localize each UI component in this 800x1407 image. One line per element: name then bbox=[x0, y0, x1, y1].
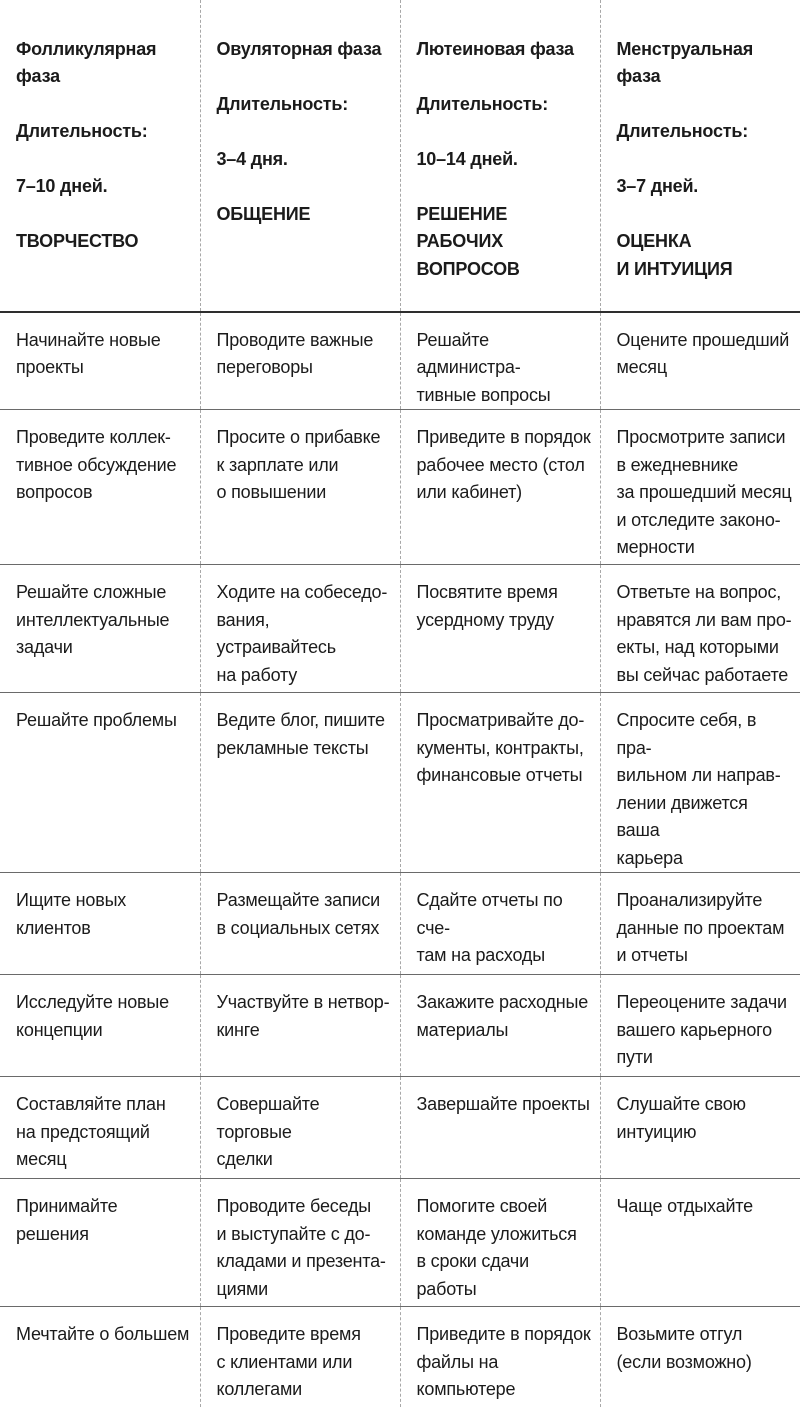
table-row bbox=[0, 1307, 800, 1407]
table-row bbox=[0, 565, 800, 693]
table-cell: Проводите беседы и выступайте с до- кладами и презента- циями bbox=[200, 1179, 400, 1307]
phase-name: Овуляторная фаза bbox=[216, 38, 382, 59]
table-cell: Помогите своей команде уложиться в сроки сдачи работы bbox=[400, 1179, 600, 1307]
table-cell: Приведите в порядок рабочее место (стол или кабинет) bbox=[400, 410, 600, 565]
duration-label: Длительность: bbox=[216, 93, 349, 114]
table-cell: Просите о прибавке к зарплате или о повышении bbox=[200, 410, 400, 565]
phase-name: Лютеиновая фаза bbox=[416, 38, 574, 59]
table-cell: Проанализируйте данные по проектам и отчеты bbox=[600, 873, 800, 975]
table-cell: Переоцените задачи вашего карьерного пути bbox=[600, 975, 800, 1077]
table-cell: Ищите новых клиентов bbox=[0, 873, 200, 975]
table-cell: Ответьте на вопрос, нравятся ли вам про- екты, над которыми вы сейчас работаете bbox=[600, 565, 800, 693]
header-menstrual bbox=[600, 0, 800, 312]
header-luteal bbox=[400, 0, 600, 312]
table-cell: Участвуйте в нетвор- кинге bbox=[200, 975, 400, 1077]
table-cell: Слушайте свою интуицию bbox=[600, 1077, 800, 1179]
phase-theme: ОБЩЕНИЕ bbox=[216, 203, 311, 224]
table-cell: Приведите в порядок файлы на компьютере bbox=[400, 1307, 600, 1407]
table-cell: Просмотрите записи в ежедневнике за прошедший месяц и отследите законо- мерности bbox=[600, 410, 800, 565]
table-cell: Спросите себя, в пра- вильном ли направ- лении движется ваша карьера bbox=[600, 693, 800, 873]
table-row bbox=[0, 693, 800, 873]
table-cell: Ведите блог, пишите рекламные тексты bbox=[200, 693, 400, 873]
table-cell: Проведите коллек- тивное обсуждение вопросов bbox=[0, 410, 200, 565]
table-cell: Составляйте план на предстоящий месяц bbox=[0, 1077, 200, 1179]
table-cell: Исследуйте новые концепции bbox=[0, 975, 200, 1077]
table-cell: Завершайте проекты bbox=[400, 1077, 600, 1179]
table-cell: Мечтайте о большем bbox=[16, 1324, 190, 1344]
duration-label: Длительность: bbox=[416, 93, 549, 114]
phase-name: Менструальная фаза bbox=[616, 38, 754, 86]
table-cell: Совершайте торговые сделки bbox=[200, 1077, 400, 1179]
table-cell: Просматривайте до- кументы, контракты, финансовые отчеты bbox=[400, 693, 600, 873]
table-cell: Решайте администра- тивные вопросы bbox=[400, 312, 600, 410]
duration-value: 3–7 дней. bbox=[616, 176, 699, 196]
table-cell: Закажите расходные материалы bbox=[400, 975, 600, 1077]
table-cell: Принимайте решения bbox=[0, 1179, 200, 1307]
table-cell: Ходите на собеседо- вания, устраивайтесь на работу bbox=[200, 565, 400, 693]
table-row bbox=[0, 1077, 800, 1179]
duration-label: Длительность: bbox=[16, 121, 148, 141]
table-cell: Возьмите отгул (если возможно) bbox=[600, 1307, 800, 1407]
table-cell: Чаще отдыхайте bbox=[600, 1179, 800, 1307]
table-row bbox=[0, 312, 800, 410]
table-cell: Оцените прошедший месяц bbox=[600, 312, 800, 410]
phase-theme: ОЦЕНКА И ИНТУИЦИЯ bbox=[616, 231, 733, 279]
table-cell: Проводите важные переговоры bbox=[200, 312, 400, 410]
duration-label: Длительность: bbox=[616, 121, 749, 141]
header-follicular bbox=[0, 0, 200, 312]
phase-theme: РЕШЕНИЕ РАБОЧИХ ВОПРОСОВ bbox=[416, 203, 520, 279]
table-row bbox=[0, 410, 800, 565]
table-cell: Посвятите время усердному труду bbox=[400, 565, 600, 693]
table-cell: Решайте проблемы bbox=[0, 693, 200, 873]
header-row bbox=[0, 0, 800, 312]
table-cell: Начинайте новые проекты bbox=[0, 312, 200, 410]
table-cell: Решайте сложные интеллектуальные задачи bbox=[0, 565, 200, 693]
table-cell: Размещайте записи в социальных сетях bbox=[200, 873, 400, 975]
table-cell: Сдайте отчеты по сче- там на расходы bbox=[400, 873, 600, 975]
phase-theme: ТВОРЧЕСТВО bbox=[16, 231, 139, 251]
phase-name: Фолликулярная фаза bbox=[16, 38, 157, 86]
table-row bbox=[0, 1179, 800, 1307]
table-row bbox=[0, 873, 800, 975]
duration-value: 10–14 дней. bbox=[416, 148, 518, 169]
table-row bbox=[0, 975, 800, 1077]
duration-value: 3–4 дня. bbox=[216, 148, 288, 169]
duration-value: 7–10 дней. bbox=[16, 176, 108, 196]
table-cell: Проведите время с клиентами или коллегами bbox=[200, 1307, 400, 1407]
header-ovulatory bbox=[200, 0, 400, 312]
